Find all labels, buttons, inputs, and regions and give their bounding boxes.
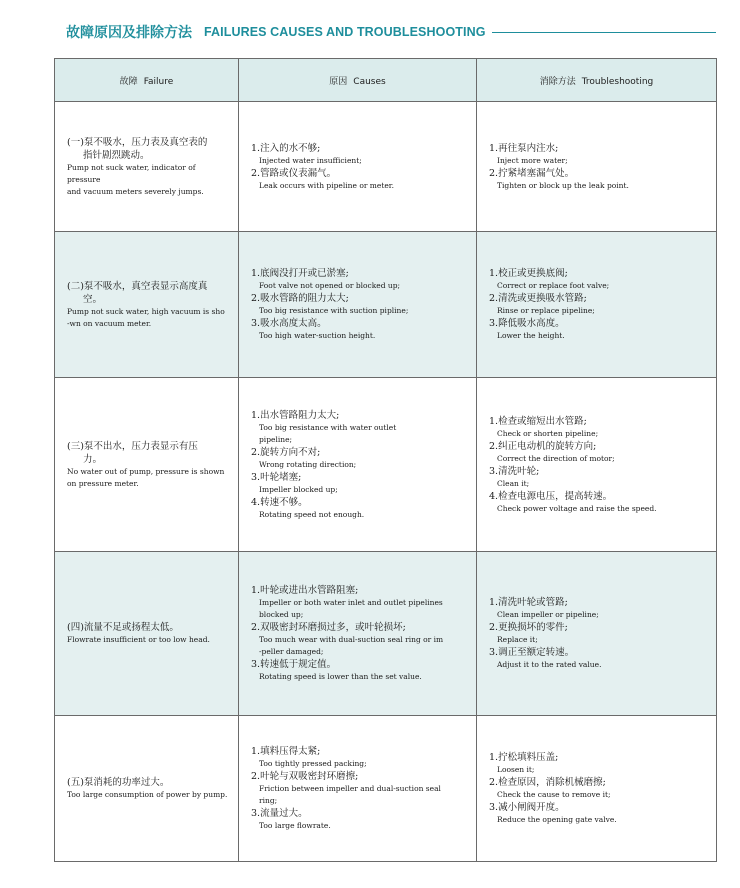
cause-item-zh: 1.填料压得太紧; bbox=[251, 746, 321, 757]
failure-zh bbox=[67, 776, 230, 789]
table-row bbox=[55, 102, 717, 232]
fix-item-zh: 3.清洗叶轮; bbox=[489, 465, 540, 477]
causes-cell bbox=[239, 716, 477, 862]
failure-zh-line: (一)泵不吸水，压力表及真空表的 bbox=[67, 136, 208, 148]
cause-item bbox=[251, 292, 468, 317]
fix-item-zh: 2.清洗或更换吸水管路; bbox=[489, 293, 587, 304]
fix-item-zh: 2.纠正电动机的旋转方向; bbox=[489, 440, 597, 452]
fix-item-zh: 2.检查原因，消除机械磨擦; bbox=[489, 777, 606, 788]
header-troubleshooting-zh: 消除方法 bbox=[539, 76, 576, 87]
fix-item-en: Tighten or block up the leak point. bbox=[497, 180, 629, 190]
fix-item-en: Clean impeller or pipeline; bbox=[497, 610, 599, 619]
fix-item-zh: 1.清洗叶轮或管路; bbox=[489, 597, 568, 608]
cause-item-en: Rotating speed is lower than the set value. bbox=[259, 672, 422, 681]
failure-cell bbox=[55, 716, 239, 862]
cause-item-en: Too much wear with dual-suction seal ring or im bbox=[259, 635, 444, 644]
fix-item-zh: 2.更换损坏的零件; bbox=[489, 622, 568, 633]
cause-item-zh: 3.吸水高度太高。 bbox=[251, 318, 327, 329]
troubleshooting-cell bbox=[477, 378, 717, 552]
table-row bbox=[55, 716, 717, 862]
table-row bbox=[55, 378, 717, 552]
cause-item-zh: 1.底阀没打开或已淤塞; bbox=[251, 268, 349, 279]
heading-rule bbox=[492, 32, 716, 33]
failure-en-line: No water out of pump, pressure is shown bbox=[67, 466, 225, 476]
failure-cell bbox=[55, 378, 239, 552]
failure-zh-line: 指针剧烈跳动。 bbox=[83, 149, 150, 161]
fix-item-en: Rinse or replace pipeline; bbox=[497, 306, 595, 315]
header-troubleshooting-en: Troubleshooting bbox=[581, 76, 654, 87]
causes-cell bbox=[239, 232, 477, 378]
header-causes bbox=[239, 59, 477, 102]
fix-item-zh: 2.拧紧堵塞漏气处。 bbox=[489, 167, 575, 179]
failure-cell bbox=[55, 232, 239, 378]
cause-item-en: ring; bbox=[259, 796, 278, 805]
failure-zh-line: (五)泵消耗的功率过大。 bbox=[67, 777, 170, 788]
failure-en-line: on pressure meter. bbox=[67, 478, 139, 488]
fix-item-zh: 3.降低吸水高度。 bbox=[489, 318, 565, 329]
fix-item bbox=[489, 596, 708, 621]
table-row bbox=[55, 232, 717, 378]
fix-item-en: Correct or replace foot valve; bbox=[497, 281, 610, 290]
troubleshooting-cell bbox=[477, 102, 717, 232]
fix-item-zh: 3.调正至额定转速。 bbox=[489, 647, 575, 658]
fix-item-en: Inject more water; bbox=[497, 155, 568, 165]
cause-item-zh: 1.叶轮或进出水管路阻塞; bbox=[251, 585, 359, 596]
fix-item bbox=[489, 440, 708, 465]
fix-item-zh: 3.减小闸阀开度。 bbox=[489, 802, 565, 813]
failure-zh bbox=[67, 280, 230, 306]
failure-zh-line: (二)泵不吸水，真空表显示高度真 bbox=[67, 280, 208, 292]
fix-item-en: Correct the direction of motor; bbox=[497, 453, 615, 463]
cause-item-zh: 2.吸水管路的阻力太大; bbox=[251, 293, 349, 304]
cause-item bbox=[251, 409, 468, 446]
cause-item-en: blocked up; bbox=[259, 610, 304, 619]
fix-item-en: Replace it; bbox=[497, 635, 538, 644]
cause-item-en: pipeline; bbox=[259, 434, 293, 444]
cause-item-zh: 2.旋转方向不对; bbox=[251, 446, 321, 458]
fix-item bbox=[489, 490, 708, 515]
failure-en-line: -wn on vacuum meter. bbox=[67, 318, 152, 328]
cause-item-en: Injected water insufficient; bbox=[259, 155, 362, 165]
failure-cell bbox=[55, 102, 239, 232]
cause-item bbox=[251, 267, 468, 292]
header-failure-en: Failure bbox=[143, 76, 174, 87]
cause-item bbox=[251, 770, 468, 807]
failure-en-line: and vacuum meters severely jumps. bbox=[67, 186, 204, 196]
cause-item-en: Rotating speed not enough. bbox=[259, 509, 365, 519]
fix-item bbox=[489, 142, 708, 167]
cause-item-zh: 4.转速不够。 bbox=[251, 496, 308, 508]
cause-item-zh: 2.双吸密封环磨损过多，或叶轮损坏; bbox=[251, 622, 406, 633]
fix-item bbox=[489, 267, 708, 292]
fix-item-en: Check power voltage and raise the speed. bbox=[497, 503, 657, 513]
failure-zh-line: (三)泵不出水，压力表显示有压 bbox=[67, 440, 198, 452]
causes-cell bbox=[239, 102, 477, 232]
troubleshooting-table bbox=[54, 58, 717, 862]
cause-item-en: Impeller blocked up; bbox=[259, 484, 338, 494]
fix-item bbox=[489, 646, 708, 671]
fix-item-en: Lower the height. bbox=[497, 331, 565, 340]
table-row bbox=[55, 552, 717, 716]
failure-en-line: Flowrate insufficient or too low head. bbox=[67, 635, 210, 644]
fix-item-en: Check the cause to remove it; bbox=[497, 790, 611, 799]
troubleshooting-cell bbox=[477, 232, 717, 378]
causes-cell bbox=[239, 552, 477, 716]
fix-item-zh: 1.检查或缩短出水管路; bbox=[489, 415, 587, 427]
cause-item-zh: 3.转速低于规定值。 bbox=[251, 659, 337, 670]
fix-item-zh: 1.拧松填料压盖; bbox=[489, 752, 559, 763]
cause-item bbox=[251, 496, 468, 521]
fix-item bbox=[489, 292, 708, 317]
fix-item bbox=[489, 167, 708, 192]
fix-item bbox=[489, 415, 708, 440]
header-troubleshooting bbox=[477, 59, 717, 102]
cause-item bbox=[251, 807, 468, 832]
failure-zh-line: 力。 bbox=[83, 453, 103, 465]
heading-zh: 故障原因及排除方法 bbox=[66, 25, 192, 41]
cause-item-en: Too high water-suction height. bbox=[259, 331, 376, 340]
cause-item bbox=[251, 471, 468, 496]
failure-zh-line: (四)流量不足或扬程太低。 bbox=[67, 622, 179, 633]
cause-item-en: -peller damaged; bbox=[259, 647, 324, 656]
fix-item bbox=[489, 776, 708, 801]
cause-item-zh: 1.出水管路阻力太大; bbox=[251, 409, 340, 421]
cause-item-zh: 3.叶轮堵塞; bbox=[251, 471, 302, 483]
fix-item bbox=[489, 621, 708, 646]
cause-item bbox=[251, 142, 468, 167]
failure-zh bbox=[67, 440, 230, 466]
section-heading bbox=[66, 22, 716, 42]
fix-item-en: Check or shorten pipeline; bbox=[497, 428, 599, 438]
cause-item-zh: 3.流量过大。 bbox=[251, 808, 308, 819]
failure-zh bbox=[67, 136, 230, 162]
header-causes-zh: 原因 bbox=[329, 76, 348, 87]
fix-item-zh: 1.再往泵内注水; bbox=[489, 142, 559, 154]
cause-item-en: Too big resistance with suction pipline; bbox=[259, 306, 409, 315]
cause-item bbox=[251, 167, 468, 192]
header-failure-zh: 故障 bbox=[119, 76, 138, 87]
fix-item bbox=[489, 465, 708, 490]
troubleshooting-cell bbox=[477, 552, 717, 716]
cause-item-en: Too large flowrate. bbox=[259, 821, 331, 830]
cause-item-en: Too big resistance with water outlet bbox=[259, 422, 397, 432]
failure-en-line: Pump not suck water, indicator of pressure bbox=[67, 162, 196, 184]
fix-item bbox=[489, 751, 708, 776]
failure-cell bbox=[55, 552, 239, 716]
fix-item-zh: 4.检查电源电压，提高转速。 bbox=[489, 490, 613, 502]
heading-en: FAILURES CAUSES AND TROUBLESHOOTING bbox=[204, 25, 486, 39]
fix-item-en: Loosen it; bbox=[497, 765, 535, 774]
fix-item bbox=[489, 801, 708, 826]
cause-item bbox=[251, 621, 468, 658]
failure-zh bbox=[67, 621, 230, 634]
cause-item-zh: 1.注入的水不够; bbox=[251, 142, 321, 154]
failure-en-line: Too large consumption of power by pump. bbox=[67, 790, 228, 799]
cause-item bbox=[251, 745, 468, 770]
fix-item-zh: 1.校正或更换底阀; bbox=[489, 268, 568, 279]
header-failure bbox=[55, 59, 239, 102]
table-header-row bbox=[55, 59, 717, 102]
cause-item-en: Too tightly pressed packing; bbox=[259, 759, 367, 768]
troubleshooting-cell bbox=[477, 716, 717, 862]
fix-item bbox=[489, 317, 708, 342]
failure-zh-line: 空。 bbox=[83, 293, 103, 305]
fix-item-en: Clean it; bbox=[497, 478, 530, 488]
fix-item-en: Reduce the opening gate valve. bbox=[497, 815, 617, 824]
cause-item bbox=[251, 658, 468, 683]
cause-item bbox=[251, 317, 468, 342]
cause-item bbox=[251, 446, 468, 471]
fix-item-en: Adjust it to the rated value. bbox=[497, 660, 602, 669]
cause-item-zh: 2.管路或仪表漏气。 bbox=[251, 167, 337, 179]
cause-item-en: Impeller or both water inlet and outlet pipelines bbox=[259, 598, 443, 607]
causes-cell bbox=[239, 378, 477, 552]
cause-item-en: Wrong rotating direction; bbox=[259, 459, 357, 469]
failure-en-line: Pump not suck water, high vacuum is sho bbox=[67, 306, 225, 316]
header-causes-en: Causes bbox=[353, 76, 386, 87]
cause-item-en: Friction between impeller and dual-suction seal bbox=[259, 784, 441, 793]
cause-item-en: Foot valve not opened or blocked up; bbox=[259, 281, 401, 290]
cause-item-zh: 2.叶轮与双吸密封环磨擦; bbox=[251, 771, 359, 782]
cause-item bbox=[251, 584, 468, 621]
cause-item-en: Leak occurs with pipeline or meter. bbox=[259, 180, 394, 190]
